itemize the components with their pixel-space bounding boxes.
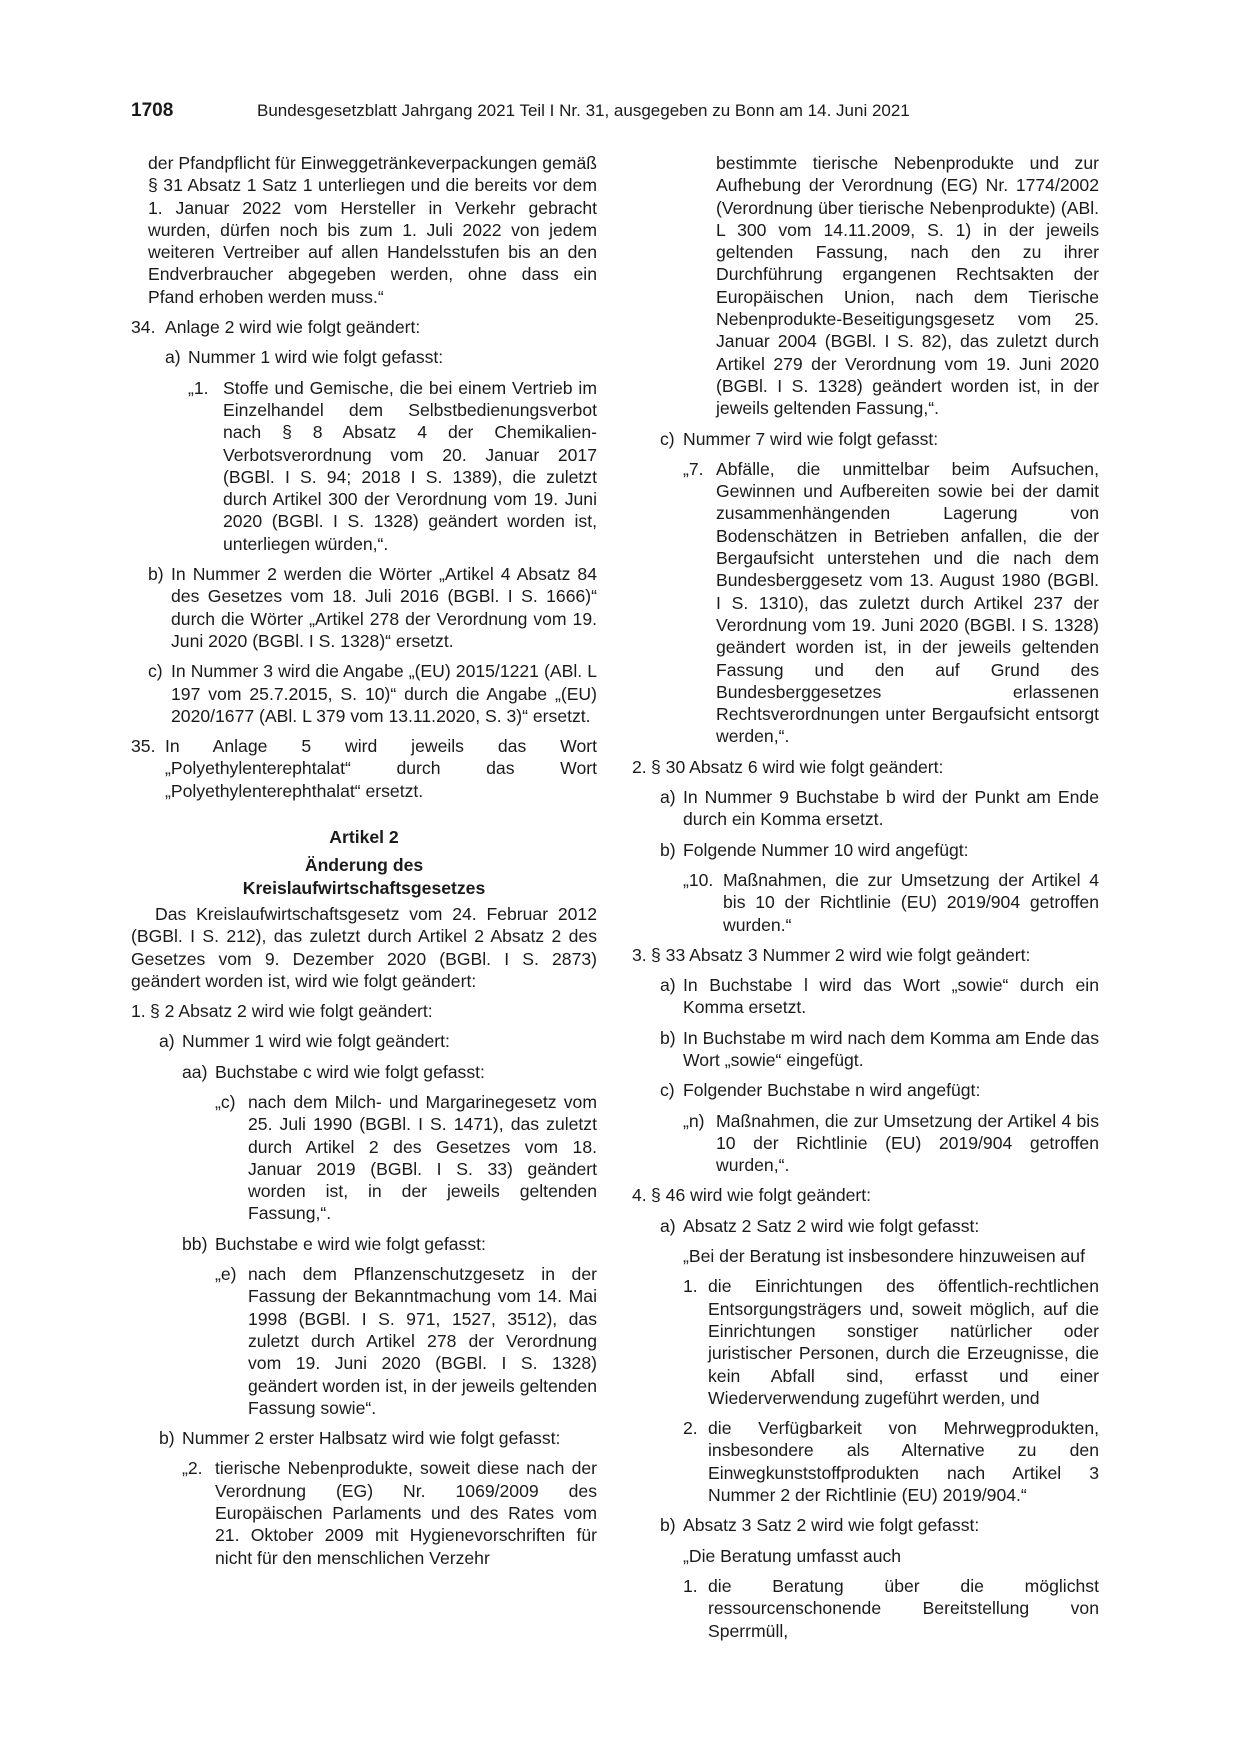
quote-item-2b-10: „10. Maßnahmen, die zur Umsetzung der Artikel 4 bis 10 der Richtlinie (EU) 2019/904 getroffen wurden.“ xyxy=(683,869,1099,935)
list-item-2a: a) In Nummer 9 Buchstabe b wird der Punkt am Ende durch ein Komma ersetzt. xyxy=(660,787,1099,830)
page-header xyxy=(131,100,991,124)
list-item-34b: b) In Nummer 2 werden die Wörter „Artikel 4 Absatz 84 des Gesetzes vom 18. Juli 2016 (BGBl. I S. 1666)“ durch die Wörter „Artikel 278 der Verordnung vom 19. Juni 2020 (BGBl. I S. 1328)“ ersetzt. xyxy=(148,564,597,651)
list-item-34: 34. Anlage 2 wird wie folgt geändert: xyxy=(131,317,421,338)
list-item-1a-aa: aa) Buchstabe c wird wie folgt gefasst: xyxy=(182,1061,485,1082)
quote-intro-4b: „Die Beratung umfasst auch xyxy=(683,1545,902,1566)
article-intro: Das Kreislaufwirtschaftsgesetz vom 24. Februar 2012 (BGBl. I S. 212), das zuletzt durch Artikel 2 Absatz 2 des Gesetzes vom 9. Dezember 2020 (BGBl. I S. 2873) geändert worden ist, wird wie folgt geändert: xyxy=(131,903,597,991)
list-item-2: 2. § 30 Absatz 6 wird wie folgt geändert: xyxy=(632,756,944,777)
quote-item-34a-1: „1. Stoffe und Gemische, die bei einem Vertrieb im Einzelhandel dem Selbstbedienungsverbot nach § 8 Absatz 4 der Chemikalien-Verbotsverordnung vom 20. Januar 2017 (BGBl. I S. 94; 2018 I S. 1389), die zuletzt durch Artikel 300 der Verordnung vom 19. Juni 2020 (BGBl. I S. 1328) geändert worden ist, unterliegen würden,“. xyxy=(188,377,597,554)
list-item-3b: b) In Buchstabe m wird nach dem Komma am Ende das Wort „sowie“ eingefügt. xyxy=(660,1027,1099,1070)
list-item-3: 3. § 33 Absatz 3 Nummer 2 wird wie folgt geändert: xyxy=(632,944,1031,965)
list-item-34a: a) Nummer 1 wird wie folgt gefasst: xyxy=(165,347,444,368)
list-item-35: 35. In Anlage 5 wird jeweils das Wort „Polyethylenterephtalat“ durch das Wort „Polyethylenterephthalat“ ersetzt. xyxy=(131,736,597,801)
quote-item-1a-e: „e) nach dem Pflanzenschutzgesetz in der Fassung der Bekanntmachung vom 14. Mai 1998 (BGBl. I S. 971, 1527, 3512), das zuletzt durch Artikel 278 der Verordnung vom 19. Juni 2020 (BGBl. I S. 1328) geändert worden ist, in der jeweils geltenden Fassung sowie“. xyxy=(215,1264,597,1418)
quote-item-1b-2: „2. tierische Nebenprodukte, soweit diese nach der Verordnung (EG) Nr. 1069/2009 des Europäischen Parlaments und des Rates vom 21. Oktober 2009 mit Hygienevorschriften für nicht für den menschlichen Verzehr xyxy=(182,1458,597,1568)
list-item-3a: a) In Buchstabe l wird das Wort „sowie“ durch ein Komma ersetzt. xyxy=(660,975,1099,1018)
list-item-1c: c) Nummer 7 wird wie folgt gefasst: xyxy=(660,428,939,449)
list-item-4b: b) Absatz 3 Satz 2 wird wie folgt gefasst: xyxy=(660,1515,980,1536)
running-title: Bundesgesetzblatt Jahrgang 2021 Teil I Nr. 31, ausgegeben zu Bonn am 14. Juni 2021 xyxy=(257,101,910,120)
quote-item-4b-1: 1. die Beratung über die möglichst ressourcenschonende Bereitstellung von Sperrmüll, xyxy=(683,1575,1099,1641)
list-item-3c: c) Folgender Buchstabe n wird angefügt: xyxy=(660,1080,981,1101)
quote-item-4a-1: 1. die Einrichtungen des öffentlich-rechtlichen Entsorgungsträgers und, soweit möglich, auf die Einrichtungen sonstiger natürlicher oder juristischer Personen, durch die Erzeugnisse, die kein Abfall sind, erfasst und einer Wiederverwendung zugeführt werden, und xyxy=(683,1276,1099,1408)
continued-paragraph: der Pfandpflicht für Einweggetränkeverpackungen gemäß § 31 Absatz 1 Satz 1 unterliegen und die bereits vor dem 1. Januar 2022 vom Hersteller in Verkehr gebracht wurden, dürfen noch bis zum 1. Juli 2022 von jedem weiteren Vertreiber auf allen Handelsstufen bis an den Endverbraucher abgegeben werden, ohne dass ein Pfand erhoben werden muss.“ xyxy=(148,153,597,307)
article-title-line-1: Änderung des xyxy=(304,855,424,876)
page-number: 1708 xyxy=(131,100,174,121)
list-item-4: 4. § 46 wird wie folgt geändert: xyxy=(632,1185,872,1206)
list-item-1a-bb: bb) Buchstabe e wird wie folgt gefasst: xyxy=(182,1233,486,1254)
quote-item-1a-c: „c) nach dem Milch- und Margarinegesetz vom 25. Juli 1990 (BGBl. I S. 1471), das zuletzt durch Artikel 2 des Gesetzes vom 18. Januar 2019 (BGBl. I S. 33) geändert worden ist, in der jeweils geltenden Fassung,“. xyxy=(215,1091,597,1224)
list-item-1b: b) Nummer 2 erster Halbsatz wird wie folgt gefasst: xyxy=(159,1428,561,1449)
article-title-line-2: Kreislaufwirtschaftsgesetzes xyxy=(242,877,486,898)
left-column xyxy=(131,152,597,1577)
continued-paragraph-right: bestimmte tierische Nebenprodukte und zur Aufhebung der Verordnung (EG) Nr. 1774/2002 (Verordnung über tierische Nebenprodukte) (ABl. L 300 vom 14.11.2009, S. 1) in der jeweils geltenden Fassung, nach den zu ihrer Durchführung ergangenen Rechtsakten der Europäischen Union, nach dem Tierische Nebenprodukte-Beseitigungsgesetz vom 25. Januar 2004 (BGBl. I S. 82), das zuletzt durch Artikel 279 der Verordnung vom 19. Juni 2020 (BGBl. I S. 1328) geändert worden ist, in der jeweils geltenden Fassung,“. xyxy=(716,153,1099,419)
right-column xyxy=(632,152,1099,1650)
quote-item-3c-n: „n) Maßnahmen, die zur Umsetzung der Artikel 4 bis 10 der Richtlinie (EU) 2019/904 getroffen wurden,“. xyxy=(683,1110,1099,1176)
list-item-1a: a) Nummer 1 wird wie folgt geändert: xyxy=(159,1031,450,1052)
quote-item-1c-7: „7. Abfälle, die unmittelbar beim Aufsuchen, Gewinnen und Aufbereiten sowie bei der damit zusammenhängenden Lagerung von Bodenschätzen in Betrieben anfallen, die der Bergaufsicht unterstehen und die nach dem Bundesberggesetz vom 13. August 1980 (BGBl. I S. 1310), das zuletzt durch Artikel 237 der Verordnung vom 19. Juni 2020 (BGBl. I S. 1328) geändert worden ist, in der jeweils geltenden Fassung und den auf Grund des Bundesberggesetzes erlassenen Rechtsverordnungen unter Bergaufsicht entsorgt werden,“. xyxy=(683,458,1099,747)
quote-intro-4a: „Bei der Beratung ist insbesondere hinzuweisen auf xyxy=(683,1246,1085,1267)
quote-item-4a-2: 2. die Verfügbarkeit von Mehrwegprodukten, insbesondere als Alternative zu den Einwegkunststoffprodukten nach Artikel 3 Nummer 2 der Richtlinie (EU) 2019/904.“ xyxy=(683,1418,1099,1506)
list-item-2b: b) Folgende Nummer 10 wird angefügt: xyxy=(660,839,969,860)
list-item-4a: a) Absatz 2 Satz 2 wird wie folgt gefasst: xyxy=(660,1215,980,1236)
article-number: Artikel 2 xyxy=(329,827,399,848)
list-item-1: 1. § 2 Absatz 2 wird wie folgt geändert: xyxy=(131,1001,433,1022)
list-item-34c: c) In Nummer 3 wird die Angabe „(EU) 2015/1221 (ABl. L 197 vom 25.7.2015, S. 10)“ durch die Angabe „(EU) 2020/1677 (ABl. L 379 vom 13.11.2020, S. 3)“ ersetzt. xyxy=(148,661,597,726)
